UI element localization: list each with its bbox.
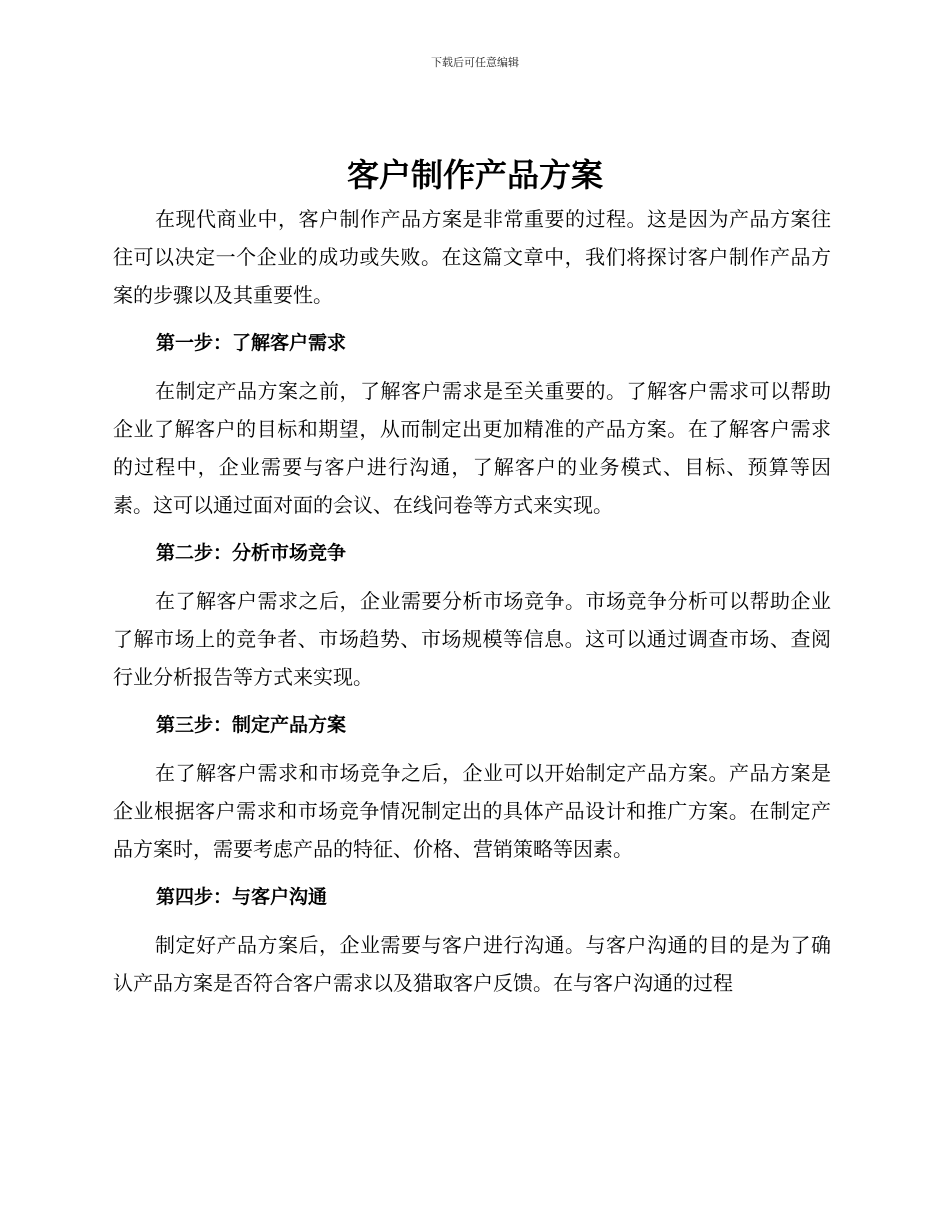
step2-heading: 第二步：分析市场竞争 [156, 542, 347, 564]
step3-heading: 第三步：制定产品方案 [156, 714, 347, 736]
page-header: 下载后可任意编辑 [431, 56, 519, 69]
document-body [113, 200, 831, 1002]
document-title: 客户制作产品方案 [346, 156, 603, 194]
step1-heading: 第一步：了解客户需求 [156, 332, 347, 354]
intro-paragraph: 在现代商业中，客户制作产品方案是非常重要的过程。这是因为产品方案往往可以决定一个企业的成功或失败。在这篇文章中，我们将探讨客户制作产品方案的步骤以及其重要性。 [113, 207, 831, 307]
step1-paragraph: 在制定产品方案之前，了解客户需求是至关重要的。了解客户需求可以帮助企业了解客户的目标和期望，从而制定出更加精准的产品方案。在了解客户需求的过程中，企业需要与客户进行沟通，了解客户的业务模式、目标、预算等因素。这可以通过面对面的会议、在线问卷等方式来实现。 [113, 379, 831, 517]
step4-heading: 第四步：与客户沟通 [156, 886, 328, 908]
step2-paragraph: 在了解客户需求之后，企业需要分析市场竞争。市场竞争分析可以帮助企业了解市场上的竞争者、市场趋势、市场规模等信息。这可以通过调查市场、查阅行业分析报告等方式来实现。 [113, 589, 831, 689]
step3-paragraph: 在了解客户需求和市场竞争之后，企业可以开始制定产品方案。产品方案是企业根据客户需求和市场竞争情况制定出的具体产品设计和推广方案。在制定产品方案时，需要考虑产品的特征、价格、营销策略等因素。 [113, 761, 831, 861]
step4-paragraph: 制定好产品方案后，企业需要与客户进行沟通。与客户沟通的目的是为了确认产品方案是否符合客户需求以及猎取客户反馈。在与客户沟通的过程 [113, 933, 831, 995]
